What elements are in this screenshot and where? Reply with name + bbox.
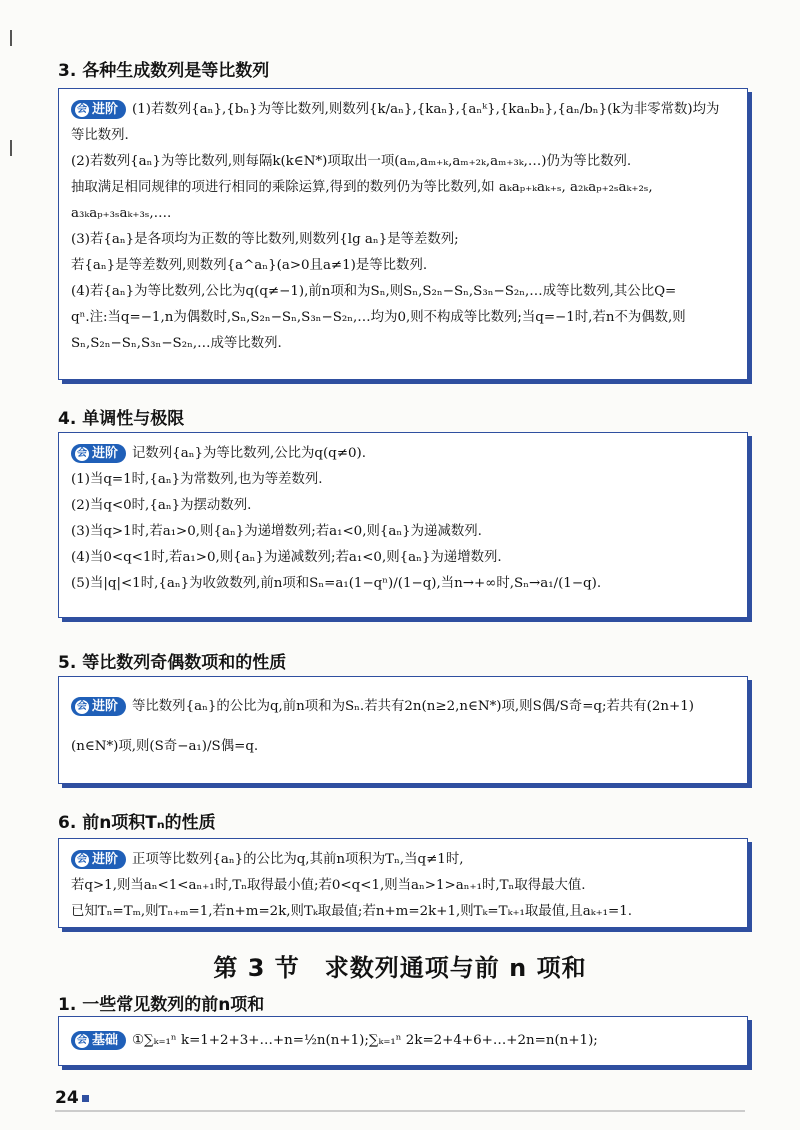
badge-icon: 会 (77, 1034, 87, 1046)
section-4-line-1: 会 进阶 记数列{aₙ}为等比数列,公比为q(q≠0). (71, 441, 737, 467)
section-6-line-3: 已知Tₙ=Tₘ,则Tₙ₊ₘ=1,若n+m=2k,则Tₖ取最值;若n+m=2k+1,则Tₖ=Tₖ₊₁取最值,且aₖ₊₁=1. (71, 904, 633, 919)
badge-advanced: 会 进阶 (71, 100, 126, 119)
page-number: 24 (55, 1088, 89, 1108)
badge-icon: 会 (77, 103, 87, 115)
section-3-line-7: 若{aₙ}是等差数列,则数列{a^aₙ}(a>0且a≠1)是等比数列. (71, 258, 428, 273)
margin-mark (10, 140, 12, 156)
section-3-line-1: 会 进阶 (1)若数列{aₙ},{bₙ}为等比数列,则数列{k/aₙ},{kaₙ},{aₙᵏ},{kaₙbₙ},{aₙ/bₙ}(k为非零常数)均为 (71, 97, 737, 123)
section-3-line-3: (2)若数列{aₙ}为等比数列,则每隔k(k∈N*)项取出一项(aₘ,aₘ₊ₖ,aₘ₊₂ₖ,aₘ₊₃ₖ,…)仍为等比数列. (71, 154, 632, 169)
section-5-line-2: (n∈N*)项,则(S奇−a₁)/S偶=q. (71, 739, 259, 754)
section-6-box (58, 838, 748, 928)
section-6-title: 6. 前n项积Tₙ的性质 (58, 813, 216, 833)
section-3-line-5: a₃ₖaₚ₊₃ₛaₖ₊₃ₛ,…. (71, 206, 172, 221)
section-5-line-1: 会 进阶 等比数列{aₙ}的公比为q,前n项和为Sₙ.若共有2n(n≥2,n∈N*)项,则S偶/S奇=q;若共有(2n+1) (71, 687, 737, 727)
badge-advanced: 会 进阶 (71, 697, 126, 716)
badge-icon: 会 (77, 700, 87, 712)
section-6-line-1: 会 进阶 正项等比数列{aₙ}的公比为q,其前n项积为Tₙ,当q≠1时, (71, 847, 737, 873)
section-1-title: 1. 一些常见数列的前n项和 (58, 995, 265, 1015)
section-3-line-2: 等比数列. (71, 128, 129, 143)
chapter-title: 第 3 节 求数列通项与前 n 项和 (213, 954, 587, 982)
section-4-line-5: (4)当0<q<1时,若a₁>0,则{aₙ}为递减数列;若a₁<0,则{aₙ}为递增数列. (71, 550, 502, 565)
section-1-line-1: 会 基础 ①∑ₖ₌₁ⁿ k=1+2+3+…+n=½n(n+1);∑ₖ₌₁ⁿ 2k=2+4+6+…+2n=n(n+1); (71, 1025, 737, 1057)
margin-mark (10, 30, 12, 46)
section-4-line-2: (1)当q=1时,{aₙ}为常数列,也为等差数列. (71, 472, 323, 487)
section-4-line-6: (5)当|q|<1时,{aₙ}为收敛数列,前n项和Sₙ=a₁(1−qⁿ)/(1−q),当n→+∞时,Sₙ→a₁/(1−q). (71, 576, 602, 591)
section-3-line-9: qⁿ.注:当q=−1,n为偶数时,Sₙ,S₂ₙ−Sₙ,S₃ₙ−S₂ₙ,…均为0,则不构成等比数列;当q=−1时,若n不为偶数,则 (71, 310, 686, 325)
section-4-title: 4. 单调性与极限 (58, 409, 185, 429)
badge-icon: 会 (77, 853, 87, 865)
section-5-box (58, 676, 748, 784)
section-4-box (58, 432, 748, 618)
section-1-box (58, 1016, 748, 1066)
section-3-line-8: (4)若{aₙ}为等比数列,公比为q(q≠−1),前n项和为Sₙ,则Sₙ,S₂ₙ−Sₙ,S₃ₙ−S₂ₙ,…成等比数列,其公比Q= (71, 284, 677, 299)
badge-icon: 会 (77, 447, 87, 459)
section-5-title: 5. 等比数列奇偶数项和的性质 (58, 653, 287, 673)
section-4-line-3: (2)当q<0时,{aₙ}为摆动数列. (71, 498, 252, 513)
section-3-line-6: (3)若{aₙ}是各项均为正数的等比数列,则数列{lg aₙ}是等差数列; (71, 232, 459, 247)
badge-basic: 会 基础 (71, 1031, 126, 1050)
section-3-box (58, 88, 748, 380)
section-3-title: 3. 各种生成数列是等比数列 (58, 61, 270, 81)
bottom-divider (55, 1110, 745, 1112)
badge-advanced: 会 进阶 (71, 444, 126, 463)
section-3-line-10: Sₙ,S₂ₙ−Sₙ,S₃ₙ−S₂ₙ,…成等比数列. (71, 336, 282, 351)
page-square-icon (82, 1095, 89, 1102)
section-4-line-4: (3)当q>1时,若a₁>0,则{aₙ}为递增数列;若a₁<0,则{aₙ}为递减数列. (71, 524, 482, 539)
badge-advanced: 会 进阶 (71, 850, 126, 869)
section-6-line-2: 若q>1,则当aₙ<1<aₙ₊₁时,Tₙ取得最小值;若0<q<1,则当aₙ>1>aₙ₊₁时,Tₙ取得最大值. (71, 878, 586, 893)
section-3-line-4: 抽取满足相同规律的项进行相同的乘除运算,得到的数列仍为等比数列,如 aₖaₚ₊ₖaₖ₊ₛ, a₂ₖaₚ₊₂ₛaₖ₊₂ₛ, (71, 180, 653, 195)
